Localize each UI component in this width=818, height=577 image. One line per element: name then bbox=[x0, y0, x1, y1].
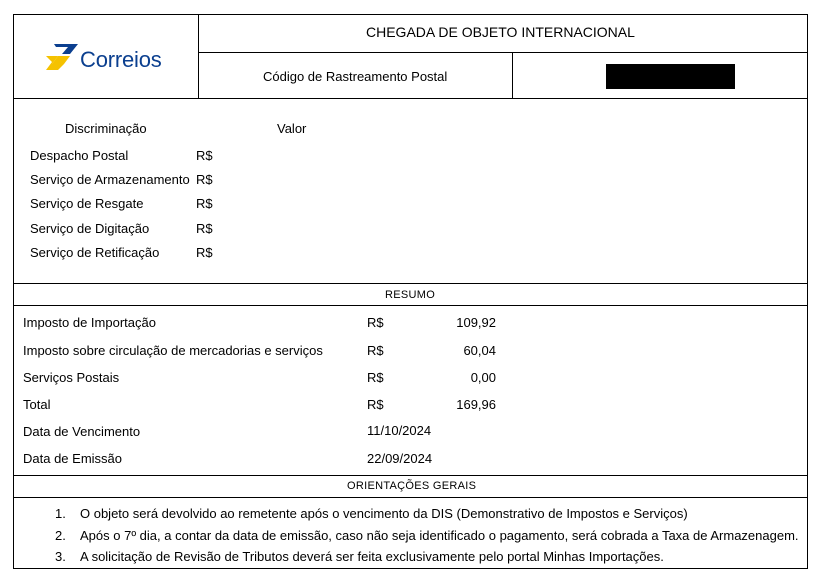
summary-heading: RESUMO bbox=[385, 289, 436, 301]
issue-date-value: 22/09/2024 bbox=[367, 451, 433, 466]
summary-currency: R$ bbox=[367, 315, 384, 330]
guideline-text: A solicitação de Revisão de Tributos deverá ser feita exclusivamente pelo portal Minhas Importações. bbox=[80, 549, 664, 564]
summary-value: 109,92 bbox=[456, 315, 496, 330]
header-mid-line bbox=[198, 52, 808, 53]
charge-label: Serviço de Resgate bbox=[30, 196, 144, 211]
summary-top-line bbox=[13, 283, 808, 284]
summary-heading-line bbox=[13, 305, 808, 306]
summary-label: Imposto sobre circulação de mercadorias e serviços bbox=[23, 343, 323, 358]
charge-label: Serviço de Retificação bbox=[30, 245, 160, 260]
tracking-code-redacted bbox=[606, 64, 735, 89]
charge-currency: R$ bbox=[196, 172, 213, 187]
guidelines-heading-line bbox=[13, 497, 808, 498]
col-description-header: Discriminação bbox=[65, 121, 147, 136]
header-divider bbox=[198, 14, 199, 98]
summary-label: Imposto de Importação bbox=[23, 315, 156, 330]
summary-label: Total bbox=[23, 397, 51, 412]
summary-value: 169,96 bbox=[456, 397, 496, 412]
charge-currency: R$ bbox=[196, 148, 213, 163]
charge-label: Serviço de Digitação bbox=[30, 221, 150, 236]
due-date-value: 11/10/2024 bbox=[367, 423, 432, 438]
guideline-text: O objeto será devolvido ao remetente após o vencimento da DIS (Demonstrativo de Impostos e Serviços) bbox=[80, 506, 688, 521]
tracking-divider bbox=[512, 52, 513, 98]
due-date-label: Data de Vencimento bbox=[23, 424, 141, 439]
charge-label: Despacho Postal bbox=[30, 148, 129, 163]
summary-currency: R$ bbox=[367, 397, 384, 412]
page-title: CHEGADA DE OBJETO INTERNACIONAL bbox=[366, 24, 635, 40]
summary-currency: R$ bbox=[367, 370, 384, 385]
tracking-label: Código de Rastreamento Postal bbox=[263, 69, 448, 84]
summary-label: Serviços Postais bbox=[23, 370, 120, 385]
summary-value: 60,04 bbox=[463, 343, 496, 358]
summary-value: 0,00 bbox=[470, 370, 496, 385]
summary-currency: R$ bbox=[367, 343, 384, 358]
col-value-header: Valor bbox=[277, 121, 307, 136]
charge-label: Serviço de Armazenamento bbox=[30, 172, 190, 187]
guideline-number: 3. bbox=[55, 549, 66, 564]
charge-currency: R$ bbox=[196, 221, 213, 236]
issue-date-label: Data de Emissão bbox=[23, 451, 122, 466]
charge-currency: R$ bbox=[196, 245, 213, 260]
guideline-number: 2. bbox=[55, 528, 66, 543]
guidelines-top-line bbox=[13, 475, 808, 476]
charge-currency: R$ bbox=[196, 196, 213, 211]
guidelines-heading: ORIENTAÇÕES GERAIS bbox=[347, 480, 477, 492]
guideline-text: Após o 7º dia, a contar da data de emissão, caso não seja identificado o pagamento, será cobrada a Taxa de Armazenagem. bbox=[80, 528, 799, 543]
brand-name: Correios bbox=[80, 47, 162, 72]
correios-logo-icon bbox=[44, 42, 80, 72]
header-bottom-line bbox=[13, 98, 808, 99]
guideline-number: 1. bbox=[55, 506, 66, 521]
